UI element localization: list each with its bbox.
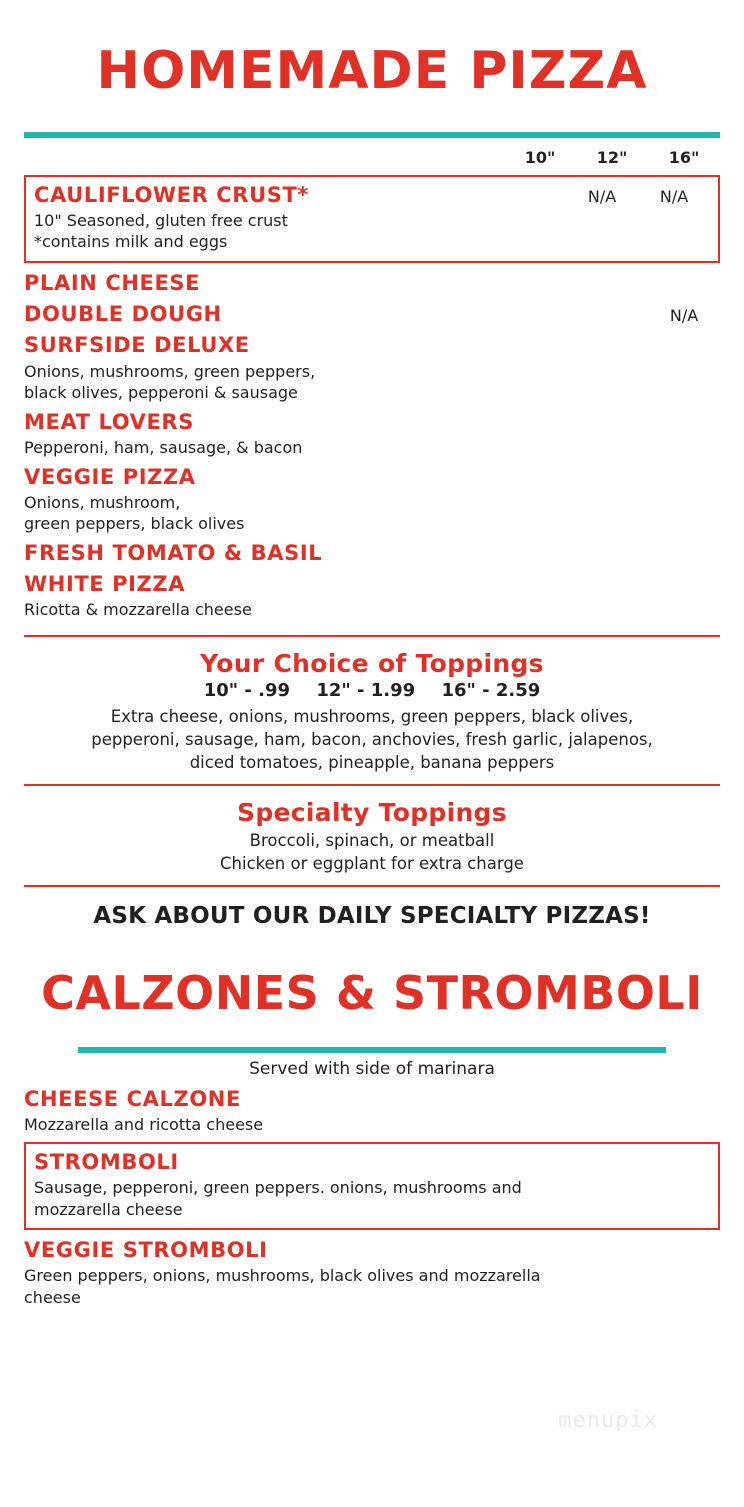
calzone-subtitle: Served with side of marinara	[249, 1059, 495, 1079]
menu-item-row	[24, 572, 720, 621]
menu-item-row	[24, 410, 720, 459]
divider-above-ask-line	[24, 885, 720, 887]
divider-above-toppings	[24, 635, 720, 637]
menu-item-name: SURFSIDE DELUXE	[24, 333, 250, 358]
menu-item-row	[24, 541, 720, 566]
menu-item-name: PLAIN CHEESE	[24, 271, 201, 296]
menu-item-main	[24, 410, 504, 459]
menu-item	[24, 539, 720, 570]
menu-item-description-line: 10" Seasoned, gluten free crust	[34, 210, 288, 230]
menu-item-row	[34, 183, 710, 253]
menu-item	[24, 408, 720, 463]
page-title-homemade-pizza: HOMEMADE PIZZA	[96, 40, 648, 101]
menu-item-prices	[504, 572, 720, 576]
toppings-line: Extra cheese, onions, mushrooms, green peppers, black olives,	[110, 706, 634, 726]
calzone-item-list	[24, 1085, 720, 1313]
menu-item	[24, 1142, 720, 1230]
menu-item	[24, 463, 720, 539]
menu-item-name: DOUBLE DOUGH	[24, 302, 222, 327]
menu-item-name: WHITE PIZZA	[24, 572, 186, 597]
menu-item	[24, 269, 720, 300]
menu-item-row	[24, 302, 720, 327]
menu-item-main	[34, 183, 494, 253]
menu-item-description	[24, 1265, 720, 1308]
menu-item	[24, 175, 720, 263]
toppings-price-line	[24, 680, 720, 705]
menu-item-description-line: Onions, mushroom,	[24, 492, 181, 512]
menu-item-prices	[504, 302, 720, 325]
menu-item-row	[24, 271, 720, 296]
menu-item-row	[24, 1238, 720, 1308]
menu-item	[24, 570, 720, 625]
size-column-16: 16"	[668, 147, 700, 167]
menu-item-description	[24, 599, 504, 621]
section-title-calzones-stromboli: CALZONES & STROMBOLI	[41, 966, 703, 1021]
toppings-price-10: 10" - .99	[203, 679, 291, 701]
teal-divider-calzones	[78, 1047, 666, 1053]
menu-item-prices	[494, 183, 710, 206]
menu-item-name: CHEESE CALZONE	[24, 1087, 241, 1111]
menu-item-description-line: Onions, mushrooms, green peppers,	[24, 361, 316, 381]
menu-item-description-line: green peppers, black olives	[24, 514, 245, 534]
menu-item-row	[24, 1087, 720, 1136]
specialty-toppings-line: Broccoli, spinach, or meatball	[249, 831, 495, 851]
menu-item-name: CAULIFLOWER CRUST*	[34, 182, 309, 207]
daily-specialty-callout: ASK ABOUT OUR DAILY SPECIALTY PIZZAS!	[93, 903, 651, 930]
size-column-12: 12"	[596, 147, 628, 167]
toppings-price-12: 12" - 1.99	[316, 679, 416, 701]
menu-item	[24, 1236, 720, 1312]
menu-page	[0, 35, 744, 1507]
toppings-block	[24, 647, 720, 774]
menu-item-description-line: black olives, pepperoni & sausage	[24, 383, 298, 403]
menu-item-description-line: Mozzarella and ricotta cheese	[24, 1115, 264, 1135]
menu-item-main	[24, 302, 504, 327]
menu-item-name: MEAT LOVERS	[24, 409, 194, 434]
divider-above-specialty-toppings	[24, 784, 720, 786]
menu-item-row	[34, 1150, 710, 1220]
size-column-10: 10"	[524, 147, 556, 167]
menu-item-prices	[504, 410, 720, 414]
menu-item-description-line: *contains milk and eggs	[34, 232, 228, 252]
menu-item-description-line: Pepperoni, ham, sausage, & bacon	[24, 437, 303, 457]
menu-item-prices	[504, 271, 720, 275]
menu-item-description	[24, 1114, 720, 1136]
menu-item-name: VEGGIE STROMBOLI	[24, 1238, 268, 1263]
menu-item-price-12": N/A	[587, 186, 617, 206]
menu-item-prices	[504, 333, 720, 337]
menu-item-main	[24, 465, 504, 535]
menu-item-name: VEGGIE PIZZA	[24, 464, 196, 489]
toppings-line: pepperoni, sausage, ham, bacon, anchovies, fresh garlic, jalapenos,	[91, 730, 653, 749]
menu-item-description	[24, 492, 504, 535]
menupix-watermark: menupix	[558, 1407, 658, 1433]
menu-item-name: STROMBOLI	[34, 1149, 179, 1174]
menu-item-name: FRESH TOMATO & BASIL	[24, 540, 323, 565]
menu-item	[24, 1085, 720, 1140]
menu-item-description-line: Sausage, pepperoni, green peppers. onions, mushrooms and	[34, 1177, 522, 1197]
toppings-title: Your Choice of Toppings	[200, 648, 544, 678]
menu-item-main	[24, 572, 504, 621]
menu-item-prices	[504, 465, 720, 469]
specialty-toppings-line: Chicken or eggplant for extra charge	[220, 854, 524, 874]
menu-item-main	[24, 1087, 720, 1136]
specialty-toppings-list	[24, 829, 720, 875]
menu-item-row	[24, 333, 720, 403]
menu-item	[24, 300, 720, 331]
menu-item-main	[24, 271, 504, 296]
menu-item-main	[24, 1238, 720, 1308]
menu-item-main	[34, 1150, 710, 1220]
specialty-toppings-block	[24, 796, 720, 875]
menu-item-description	[24, 361, 504, 404]
menu-item-prices	[504, 541, 720, 545]
menu-item-description	[34, 210, 494, 253]
menu-item-main	[24, 541, 504, 566]
menu-item-row	[24, 465, 720, 535]
menu-item-description-line: Green peppers, onions, mushrooms, black olives and mozzarella	[24, 1266, 541, 1286]
toppings-price-16: 16" - 2.59	[441, 679, 541, 701]
teal-divider-pizza	[24, 132, 720, 138]
menu-item-description-line: mozzarella cheese	[34, 1199, 183, 1219]
menu-item-main	[24, 333, 504, 403]
toppings-line: diced tomatoes, pineapple, banana peppers	[189, 753, 555, 773]
size-column-header	[24, 146, 720, 173]
menu-item	[24, 331, 720, 407]
menu-item-description	[24, 437, 504, 459]
specialty-toppings-title: Specialty Toppings	[237, 798, 507, 828]
toppings-list	[24, 705, 720, 774]
pizza-item-list	[24, 175, 720, 625]
menu-item-description-line: Ricotta & mozzarella cheese	[24, 600, 252, 620]
menu-item-description	[34, 1177, 710, 1220]
menu-item-description-line: cheese	[24, 1287, 81, 1307]
menu-item-price-16": N/A	[669, 306, 699, 326]
menu-item-price-16": N/A	[659, 186, 689, 206]
